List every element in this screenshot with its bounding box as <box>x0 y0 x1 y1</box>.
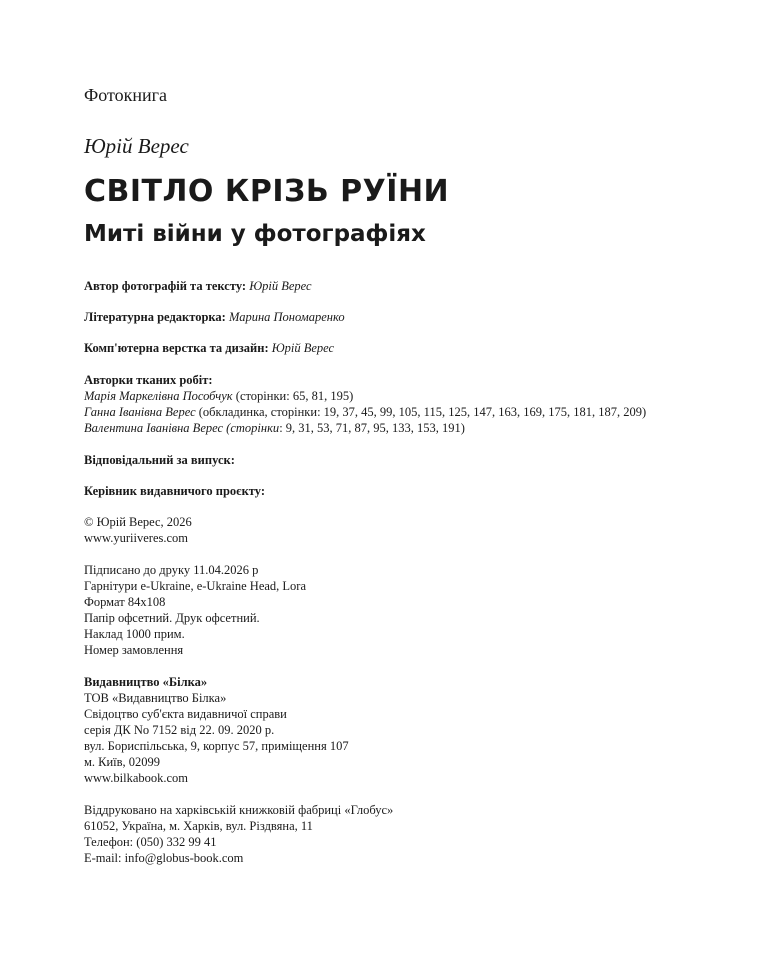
credit-label: Автор фотографій та тексту: <box>84 279 247 293</box>
publisher-website: www.bilkabook.com <box>84 771 189 785</box>
book-genre: Фотокнига <box>84 85 167 105</box>
publisher-line: серія ДК No 7152 від 22. 09. 2020 р. <box>84 723 275 737</box>
publisher-line: Свідоцтво суб'єкта видавничої справи <box>84 707 287 721</box>
publisher-info <box>84 674 349 786</box>
printer-info <box>84 802 393 866</box>
publisher-line: ТОВ «Видавництво Білка» <box>84 691 227 705</box>
book-title: СВІТЛО КРІЗЬ РУЇНИ <box>84 174 450 209</box>
textile-author-line: Ганна Іванівна Верес (обкладинка, сторінки: 19, 37, 45, 99, 105, 115, 125, 147, 163, 169, 175, 181, 187, 209) <box>84 405 647 419</box>
printer-email: E-mail: info@globus-book.com <box>84 851 244 865</box>
print-info-line: Наклад 1000 прим. <box>84 627 185 641</box>
textile-authors <box>84 372 646 436</box>
copyright <box>84 514 192 546</box>
print-info-line: Номер замовлення <box>84 643 184 657</box>
print-info-line: Формат 84х108 <box>84 595 166 609</box>
printer-line: Віддруковано на харківській книжковій фабриці «Глобус» <box>84 803 394 817</box>
copyright-line: © Юрій Верес, 2026 <box>84 515 192 529</box>
project-head <box>84 483 265 499</box>
textile-author-line: Марія Маркелівна Пособчук (сторінки: 65, 81, 195) <box>84 389 354 403</box>
credit-value: Марина Пономаренко <box>228 310 345 324</box>
credit-value: Юрій Верес <box>249 279 312 293</box>
book-author: Юрій Верес <box>84 134 189 158</box>
print-info <box>84 562 306 658</box>
release-responsible-label: Відповідальний за випуск: <box>84 453 235 467</box>
publisher-line: м. Київ, 02099 <box>84 755 161 769</box>
credit-editor <box>84 309 345 325</box>
credit-label: Комп'ютерна верстка та дизайн: <box>84 341 269 355</box>
print-info-line: Підписано до друку 11.04.2026 р <box>84 563 259 577</box>
project-head-label: Керівник видавничого проєкту: <box>84 484 265 498</box>
credit-value: Юрій Верес <box>271 341 335 355</box>
publisher-line: вул. Бориспільська, 9, корпус 57, приміщення 107 <box>84 739 349 753</box>
print-info-line: Папір офсетний. Друк офсетний. <box>84 611 260 625</box>
release-responsible <box>84 452 235 468</box>
book-subtitle: Миті війни у фотографіях <box>84 221 426 247</box>
print-info-line: Гарнітури e-Ukraine, e-Ukraine Head, Lora <box>84 579 307 593</box>
credit-photo-text <box>84 278 312 294</box>
printer-phone: Телефон: (050) 332 99 41 <box>84 835 217 849</box>
author-website: www.yuriiveres.com <box>84 531 189 545</box>
credit-label: Літературна редакторка: <box>84 310 226 324</box>
publisher-name: Видавництво «Білка» <box>84 675 208 689</box>
textile-heading: Авторки тканих робіт: <box>84 373 213 387</box>
credit-layout-design <box>84 340 334 356</box>
textile-author-line: Валентина Іванівна Верес (сторінки: 9, 31, 53, 71, 87, 95, 133, 153, 191) <box>84 421 465 435</box>
printer-line: 61052, Україна, м. Харків, вул. Різдвяна, 11 <box>84 819 313 833</box>
